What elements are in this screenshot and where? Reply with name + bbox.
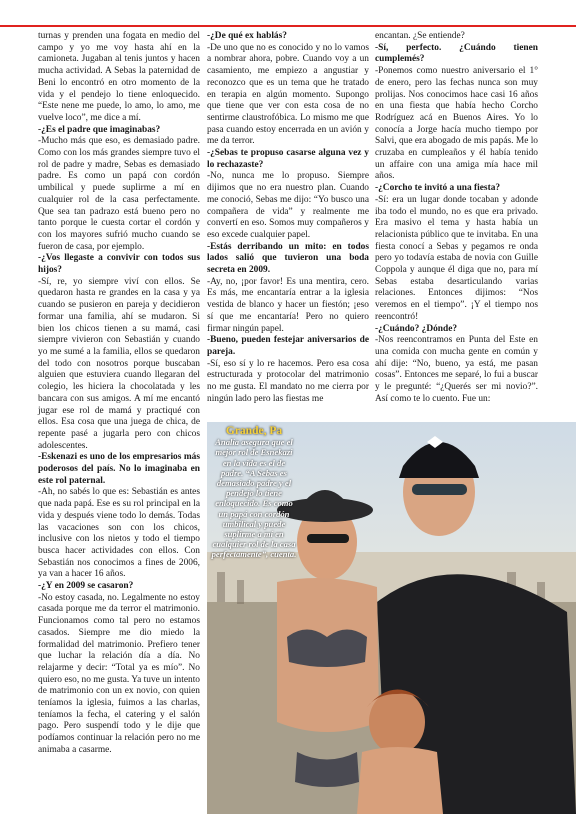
caption-title: Grande, Pa: [225, 425, 283, 437]
text-column-2: [207, 31, 369, 406]
body-paragraph: -No, nunca me lo propuso. Siempre dijimos que no era nuestro plan. Cuando me conoció, Sebas me dijo: “Yo busco una compañera de vida” y realmente me convertí en eso. Somos muy compañeros y eso excede cualquier papel.: [207, 171, 369, 240]
body-paragraph: -Sí, eso sí y lo re hacemos. Pero esa cosa estructurada y protocolar del matrimonio no me gusta. El mandato no me cierra por ningún lado pero las fiestas me: [207, 358, 369, 404]
body-paragraph: -De uno que no es conocido y no lo vamos a nombrar ahora, pobre. Cuando voy a un casamiento, me empiezo a angustiar y reconozco que es un tema que he tratado en terapia en algún momento. Supongo que tiene que ver con esta cosa de no sentirme claustrofóbica. Lo mismo me que pasa cuando estoy encerrada en un avión y me da terror.: [207, 42, 369, 147]
question-heading: -Sí, perfecto. ¿Cuándo tienen cumplemés?: [375, 42, 538, 65]
body-paragraph: -Sí, re, yo siempre viví con ellos. Se quedaron hasta re grandes en la casa y ya cuando se pusieron en pareja y decidieron formar una familia, ahí se mudaron. Si bien los chicos tienen a su mamá, casi siempre vivieron con Sebastián y cuando yo me sumé a la familia, ellos se quedaron del todo con nosotros porque buscaban alguien que estuviera cuando llegaran del colegio, les hiciera la chocolatada y les bancara con sus amigos. A mí me encantó jugar ese rol de mamá y practiqué con ellos. Esa cosa que una juega de chica, de repente pasé a jugarla pero con chicos adolescentes.: [38, 276, 200, 451]
question-heading: -¿Vos llegaste a convivir con todos sus hijos?: [38, 253, 200, 276]
question-heading: -¿Sebas te propuso casarse alguna vez y lo rechazaste?: [207, 148, 369, 170]
body-paragraph: -Ah, no sabés lo que es: Sebastián es antes que nada papá. Ese es su rol principal en la vida y después viene todo lo demás. Todas las vacaciones son con los chicos, inclusive con los nietos y todo el tiempo busca hacer actividades con ellos. Con Sebastián nos conocimos a fines de 2006, ya van a hacer 16 años.: [38, 487, 200, 580]
question-heading: -¿Es el padre que imaginabas?: [38, 124, 161, 135]
body-paragraph: -Mucho más que eso, es demasiado padre. Como con los más grandes siempre tuvo el rol de padre y madre, Sebas es demasiado padre. Es como un papá con cordón umbilical y puede suplirme a mí en cualquier rol de la casa perfectamente. Que sea tan padrazo está bueno pero no tanto porque le cuesta cortar el cordón y con los mayores sufrió mucho cuando se fueron de casa, por ejemplo.: [38, 136, 200, 252]
body-paragraph: -Ponemos como nuestro aniversario el 1° de enero, pero las fechas nunca son muy prolijas. Nos conocimos hace casi 16 años en una fiesta que había hecho Corcho Rodríguez acá en Buenos Aires. Yo lo conocía a Jorge hacía mucho tiempo por Salvi, que era abogado de mis papás. Me lo cruzaba en cumpleaños y él había tenido un affaire con una amiga mía hace mil años.: [375, 66, 538, 182]
top-red-rule: [0, 25, 576, 27]
body-paragraph: -Ay, no, ¡por favor! Es una mentira, cero. Es más, me encantaría entrar a la iglesia vestida de blanco y hacer un fiestón; ¡eso sí que me encantaría! Pero no quiero firmar ningún papel.: [207, 276, 369, 334]
question-heading: -¿Corcho te invitó a una fiesta?: [375, 183, 501, 194]
question-heading: -¿Y en 2009 se casaron?: [38, 581, 134, 592]
question-heading: -Eskenazi es uno de los empresarios más poderosos del país. No lo imaginaba en este rol paternal.: [38, 452, 200, 486]
body-paragraph: -Sí: era un lugar donde tocaban y adonde iba todo el mundo, no es que era privado. Era masivo el tema y hasta había un relacionista público que te invitaba. En una fiesta conocí a Sebas y pegamos re onda pero yo todavía estaba de novia con Guille Coppola y aunque él diga que no, para mí Sebas estaba desarticulando varias relaciones. Entonces dijimos: “Nos veremos en el tiempo”. ¡Y el tiempo nos reencontró!: [375, 194, 538, 322]
body-paragraph: encantan. ¿Se entiende?: [375, 31, 465, 41]
question-heading: -¿Cuándo? ¿Dónde?: [375, 323, 458, 334]
photo-caption: [211, 426, 297, 560]
body-paragraph: -Nos reencontramos en Punta del Este en una comida con mucha gente en común y ahí dije: “No, bueno, ya está, me pasan cosas”. Entonces me separé, lo fui a buscar y le pregunté: “¿Querés ser mi novio?”. Así como te lo cuento. Fue un:: [375, 335, 538, 404]
beach-family-photo: [207, 422, 576, 814]
question-heading: -Estás derribando un mito: en todos lados salió que tuvieron una boda secreta en 2009.: [207, 241, 369, 276]
body-paragraph: -No estoy casada, no. Legalmente no estoy casada porque me da terror el matrimonio. Funcionamos como tal pero no estamos casados. Siempre me dio miedo la formalidad del matrimonio. Prefiero tener que luchar la relación día a día. No relajarme y decir: “Total ya es mío”. No quiero eso, no me gusta. Ya tuve un intento de matrimonio con un ex novio, con quien teníamos la iglesia, fuimos a las charlas, teníamos la fecha, el catering y el salón pago. Pero suspendí todo y le dije que podíamos continuar la relación pero no me animaba a casarme.: [38, 592, 200, 755]
question-heading: -¿De qué ex hablás?: [207, 31, 287, 41]
caption-text: Analía asegura que el mejor rol de Esnekazi en la vida es el de padre. “A Sebas es demasiado padre y el pendejo lo tiene enloquecido. Es como un papá con cordón umbilical y puede suplirme a mí en cualquier rol de la casa perfectamente”, cuenta.: [211, 437, 297, 560]
body-paragraph: turnas y prenden una fogata en medio del campo y yo me voy hasta ahí en la camioneta. Jugaban al tenis juntos y hacen mucha actividad. A Sebas la paternidad de Beni lo encontró en otro momento de la vida y el pendejo lo tiene enloquecido. “Este nene me puede, lo amo, lo amo, me vuelve loco”, me dice a mí.: [38, 31, 200, 123]
text-column-3: [375, 31, 538, 406]
question-heading: -Bueno, pueden festejar aniversarios de pareja.: [207, 335, 369, 357]
text-column-1: [38, 31, 200, 757]
